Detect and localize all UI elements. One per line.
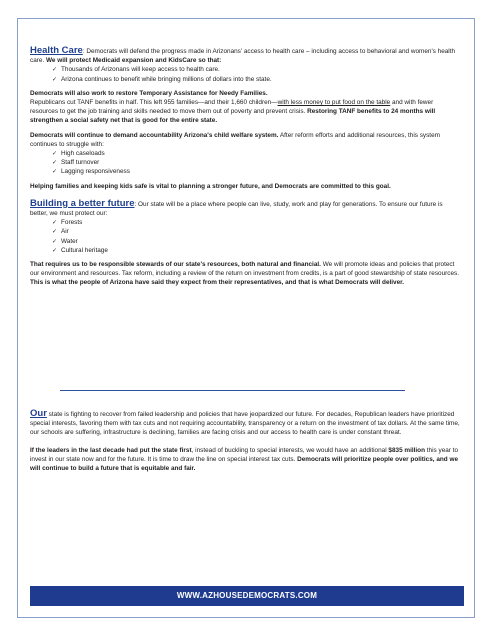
welfare-list (30, 149, 462, 177)
health-care-intro: : Democrats will defend the progress made in Arizonans' access to health care – including access to behavioral and women's health care. (30, 48, 456, 65)
list-item: ✓ Staff turnover (52, 158, 462, 167)
leaders-text-2: this year to invest in our state now and for the future. It is time to draw the line on special interest tax cuts. (30, 446, 459, 463)
amount: $835 million (388, 446, 425, 454)
tanf-underlined: with less money to put food on the table (277, 99, 391, 107)
document-body-lower (30, 409, 462, 473)
health-care-intro-bold: We will protect Medicaid expansion and KidsCare so that: (45, 57, 222, 65)
welfare-lead: Democrats will continue to demand accountability Arizona's child welfare system. (30, 131, 279, 139)
tanf-lead: Democrats will also work to restore Temporary Assistance for Needy Families. (30, 89, 268, 97)
stewardship-text: We will promote ideas and policies that protect our environment and resources. Tax reform, including a review of the return on investment from credits, is a part of good stewardship of state resources. (30, 261, 459, 278)
stewardship-paragraph (30, 260, 462, 288)
leaders-lead: If the leaders in the last decade had put the state first (30, 446, 192, 454)
future-list (30, 218, 462, 255)
tanf-paragraph (30, 98, 462, 126)
health-care-paragraph (30, 46, 462, 65)
our-state-paragraph (30, 409, 462, 438)
leaders-closing: Democrats will prioritize people over politics, and we will continue to build a future that is equitable and fair. (30, 455, 458, 473)
future-intro: : Our state will be a place where people can live, study, work and play for generations. To ensure our future is better, we must protect our: (30, 200, 443, 218)
list-item: ✓ Air (52, 227, 462, 236)
leaders-text: , instead of buckling to special interests, we would have an additional (191, 446, 389, 454)
list-item: ✓ High caseloads (52, 149, 462, 158)
tanf-text-2: and with fewer resources to get the job training and skills needed to move them out of poverty and prevent crisis. (30, 99, 434, 116)
tanf-closing: Restoring TANF benefits to 24 months will strengthen a social safety net that is good for the entire state. (30, 108, 436, 125)
future-paragraph (30, 199, 462, 218)
list-item: ✓ Lagging responsiveness (52, 167, 462, 176)
list-item: ✓ Cultural heritage (52, 246, 462, 255)
stewardship-lead: That requires us to be responsible stewards of our state's resources, both natural and financial. (30, 261, 321, 269)
welfare-paragraph (30, 131, 462, 149)
list-item: ✓ Water (52, 237, 462, 246)
section-divider (60, 390, 405, 391)
footer-url-link[interactable]: WWW.AZHOUSEDEMOCRATS.COM (30, 586, 464, 606)
leaders-paragraph (30, 446, 462, 474)
our-state-intro: state is fighting to recover from failed leadership and policies that have jeopardized our future. For decades, Republican leaders have prioritized special interests, favoring them with tax cuts and not requiring accountability, transparency or a return on the investment of tax dollars. At the same time, our schools are suffering, infrastructure is declining, families are facing crisis and our access to health care is under constant threat. (30, 411, 460, 437)
list-item: ✓ Forests (52, 218, 462, 227)
welfare-closing: Helping families and keeping kids safe is vital to planning a stronger future, and Democrats are committed to this goal. (30, 182, 391, 190)
welfare-text: After reform efforts and additional resources, this system continues to struggle with: (30, 131, 440, 148)
future-heading: Building a better future (30, 197, 135, 209)
health-care-heading: Health Care (30, 45, 83, 56)
stewardship-closing: This is what the people of Arizona have said they expect from their representatives, and that is what Democrats will deliver. (30, 279, 405, 287)
health-care-list (30, 65, 462, 83)
our-state-heading: Our (30, 408, 47, 419)
tanf-text: Republicans cut TANF benefits in half. This left 955 families—and their 1,660 children— (30, 99, 278, 107)
document-body (30, 46, 462, 288)
list-item: ✓ Thousands of Arizonans will keep access to health care. (52, 65, 462, 74)
list-item: ✓ Arizona continues to benefit while bringing millions of dollars into the state. (52, 75, 462, 84)
